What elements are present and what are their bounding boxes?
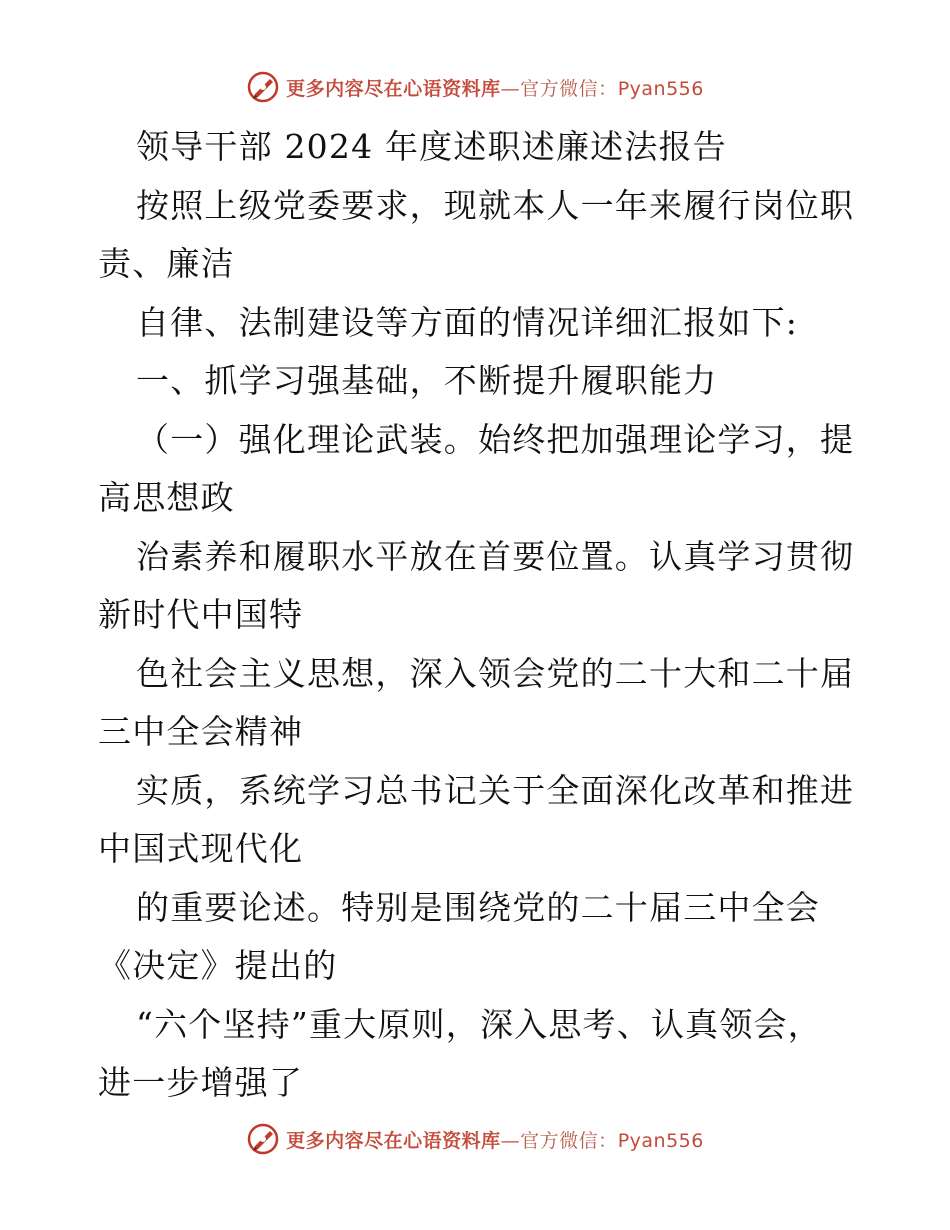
pen-logo-icon <box>246 1122 280 1156</box>
watermark-dash: — <box>500 1129 521 1152</box>
watermark-dash: — <box>500 77 521 100</box>
watermark-id: Pyan556 <box>617 1129 704 1152</box>
watermark-main: 更多内容尽在心语资料库 <box>286 77 501 100</box>
header-watermark <box>0 70 950 104</box>
document-body <box>98 118 858 1113</box>
text-line: （一）强化理论武装。始终把加强理论学习，提 <box>136 419 855 459</box>
text-line: 新时代中国特 <box>98 595 304 634</box>
text-line: 中国式现代化 <box>98 829 304 868</box>
text-line: 治素养和履职水平放在首要位置。认真学习贯彻 <box>136 536 855 576</box>
text-line: 三中全会精神 <box>98 712 304 751</box>
text-line: 进一步增强了 <box>98 1063 304 1102</box>
text-line: “六个坚持”重大原则，深入思考、认真领会， <box>136 1004 822 1044</box>
text-line: 色社会主义思想，深入领会党的二十大和二十届 <box>136 653 855 693</box>
text-line: 实质，系统学习总书记关于全面深化改革和推进 <box>136 770 855 810</box>
text-line: 高思想政 <box>98 478 235 517</box>
watermark-official: 官方微信： <box>520 77 618 100</box>
watermark-official: 官方微信： <box>520 1129 618 1152</box>
watermark-text <box>286 1126 704 1153</box>
text-line: 按照上级党委要求，现就本人一年来履行岗位职 <box>136 185 855 225</box>
watermark-text <box>286 74 704 101</box>
text-line: 自律、法制建设等方面的情况详细汇报如下: <box>136 302 799 342</box>
text-line: 责、廉洁 <box>98 244 235 283</box>
text-line: 的重要论述。特别是围绕党的二十届三中全会 <box>136 887 820 927</box>
watermark-id: Pyan556 <box>617 77 704 100</box>
pen-logo-icon <box>246 70 280 104</box>
watermark-main: 更多内容尽在心语资料库 <box>286 1129 501 1152</box>
footer-watermark <box>0 1122 950 1156</box>
section-heading: 一、抓学习强基础，不断提升履职能力 <box>136 361 718 400</box>
document-title: 领导干部 2024 年度述职述廉述法报告 <box>136 127 727 166</box>
text-line: 《决定》提出的 <box>98 946 338 985</box>
